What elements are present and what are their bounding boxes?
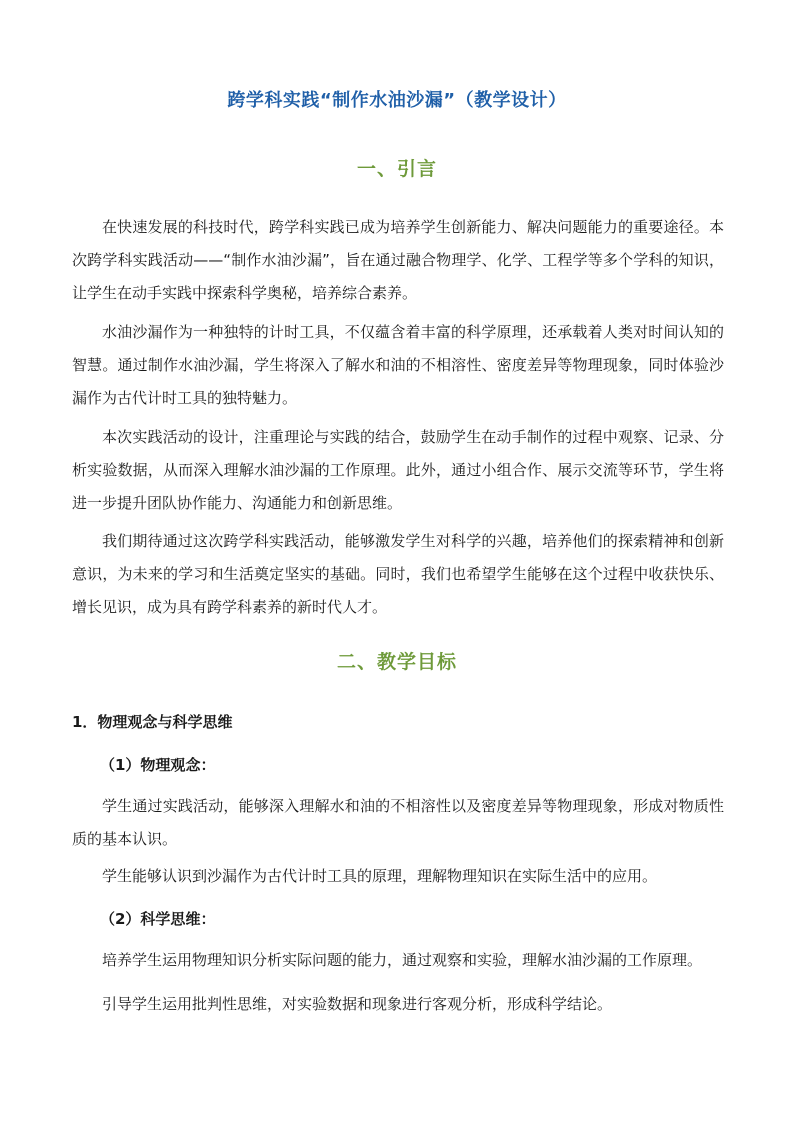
part-heading-physics-concept: （1）物理观念： — [100, 756, 216, 774]
part-heading-scientific-thinking: （2）科学思维： — [100, 910, 216, 928]
intro-paragraph-3: 本次实践活动的设计，注重理论与实践的结合，鼓励学生在动手制作的过程中观察、记录、分析实验数据，从而深入理解水油沙漏的工作原理。此外，通过小组合作、展示交流等环节，学生将进一步提升团队协作能力、沟通能力和创新思维。 — [72, 428, 724, 512]
physics-concept-paragraph-2: 学生能够认识到沙漏作为古代计时工具的原理，理解物理知识在实际生活中的应用。 — [102, 867, 658, 885]
subsection-heading-physics-concepts: 1．物理观念与科学思维 — [72, 713, 233, 731]
section-heading-introduction: 一、引言 — [356, 158, 437, 180]
intro-paragraph-1: 在快速发展的科技时代，跨学科实践已成为培养学生创新能力、解决问题能力的重要途径。本次跨学科实践活动——“制作水油沙漏”，旨在通过融合物理学、化学、工程学等多个学科的知识，让学生在动手实践中探索科学奥秘，培养综合素养。 — [72, 218, 724, 302]
document-title: 跨学科实践“制作水油沙漏”（教学设计） — [227, 90, 567, 111]
scientific-thinking-paragraph-2: 引导学生运用批判性思维，对实验数据和现象进行客观分析，形成科学结论。 — [102, 995, 613, 1013]
intro-paragraph-2: 水油沙漏作为一种独特的计时工具，不仅蕴含着丰富的科学原理，还承载着人类对时间认知的智慧。通过制作水油沙漏，学生将深入了解水和油的不相溶性、密度差异等物理现象，同时体验沙漏作为古代计时工具的独特魅力。 — [72, 323, 724, 407]
physics-concept-paragraph-1: 学生通过实践活动，能够深入理解水和油的不相溶性以及密度差异等物理现象，形成对物质性质的基本认识。 — [72, 797, 724, 848]
section-heading-teaching-goals: 二、教学目标 — [336, 651, 457, 673]
intro-paragraph-4: 我们期待通过这次跨学科实践活动，能够激发学生对科学的兴趣，培养他们的探索精神和创新意识，为未来的学习和生活奠定坚实的基础。同时，我们也希望学生能够在这个过程中收获快乐、增长见识，成为具有跨学科素养的新时代人才。 — [72, 532, 724, 616]
scientific-thinking-paragraph-1: 培养学生运用物理知识分析实际问题的能力，通过观察和实验，理解水油沙漏的工作原理。 — [102, 951, 703, 969]
